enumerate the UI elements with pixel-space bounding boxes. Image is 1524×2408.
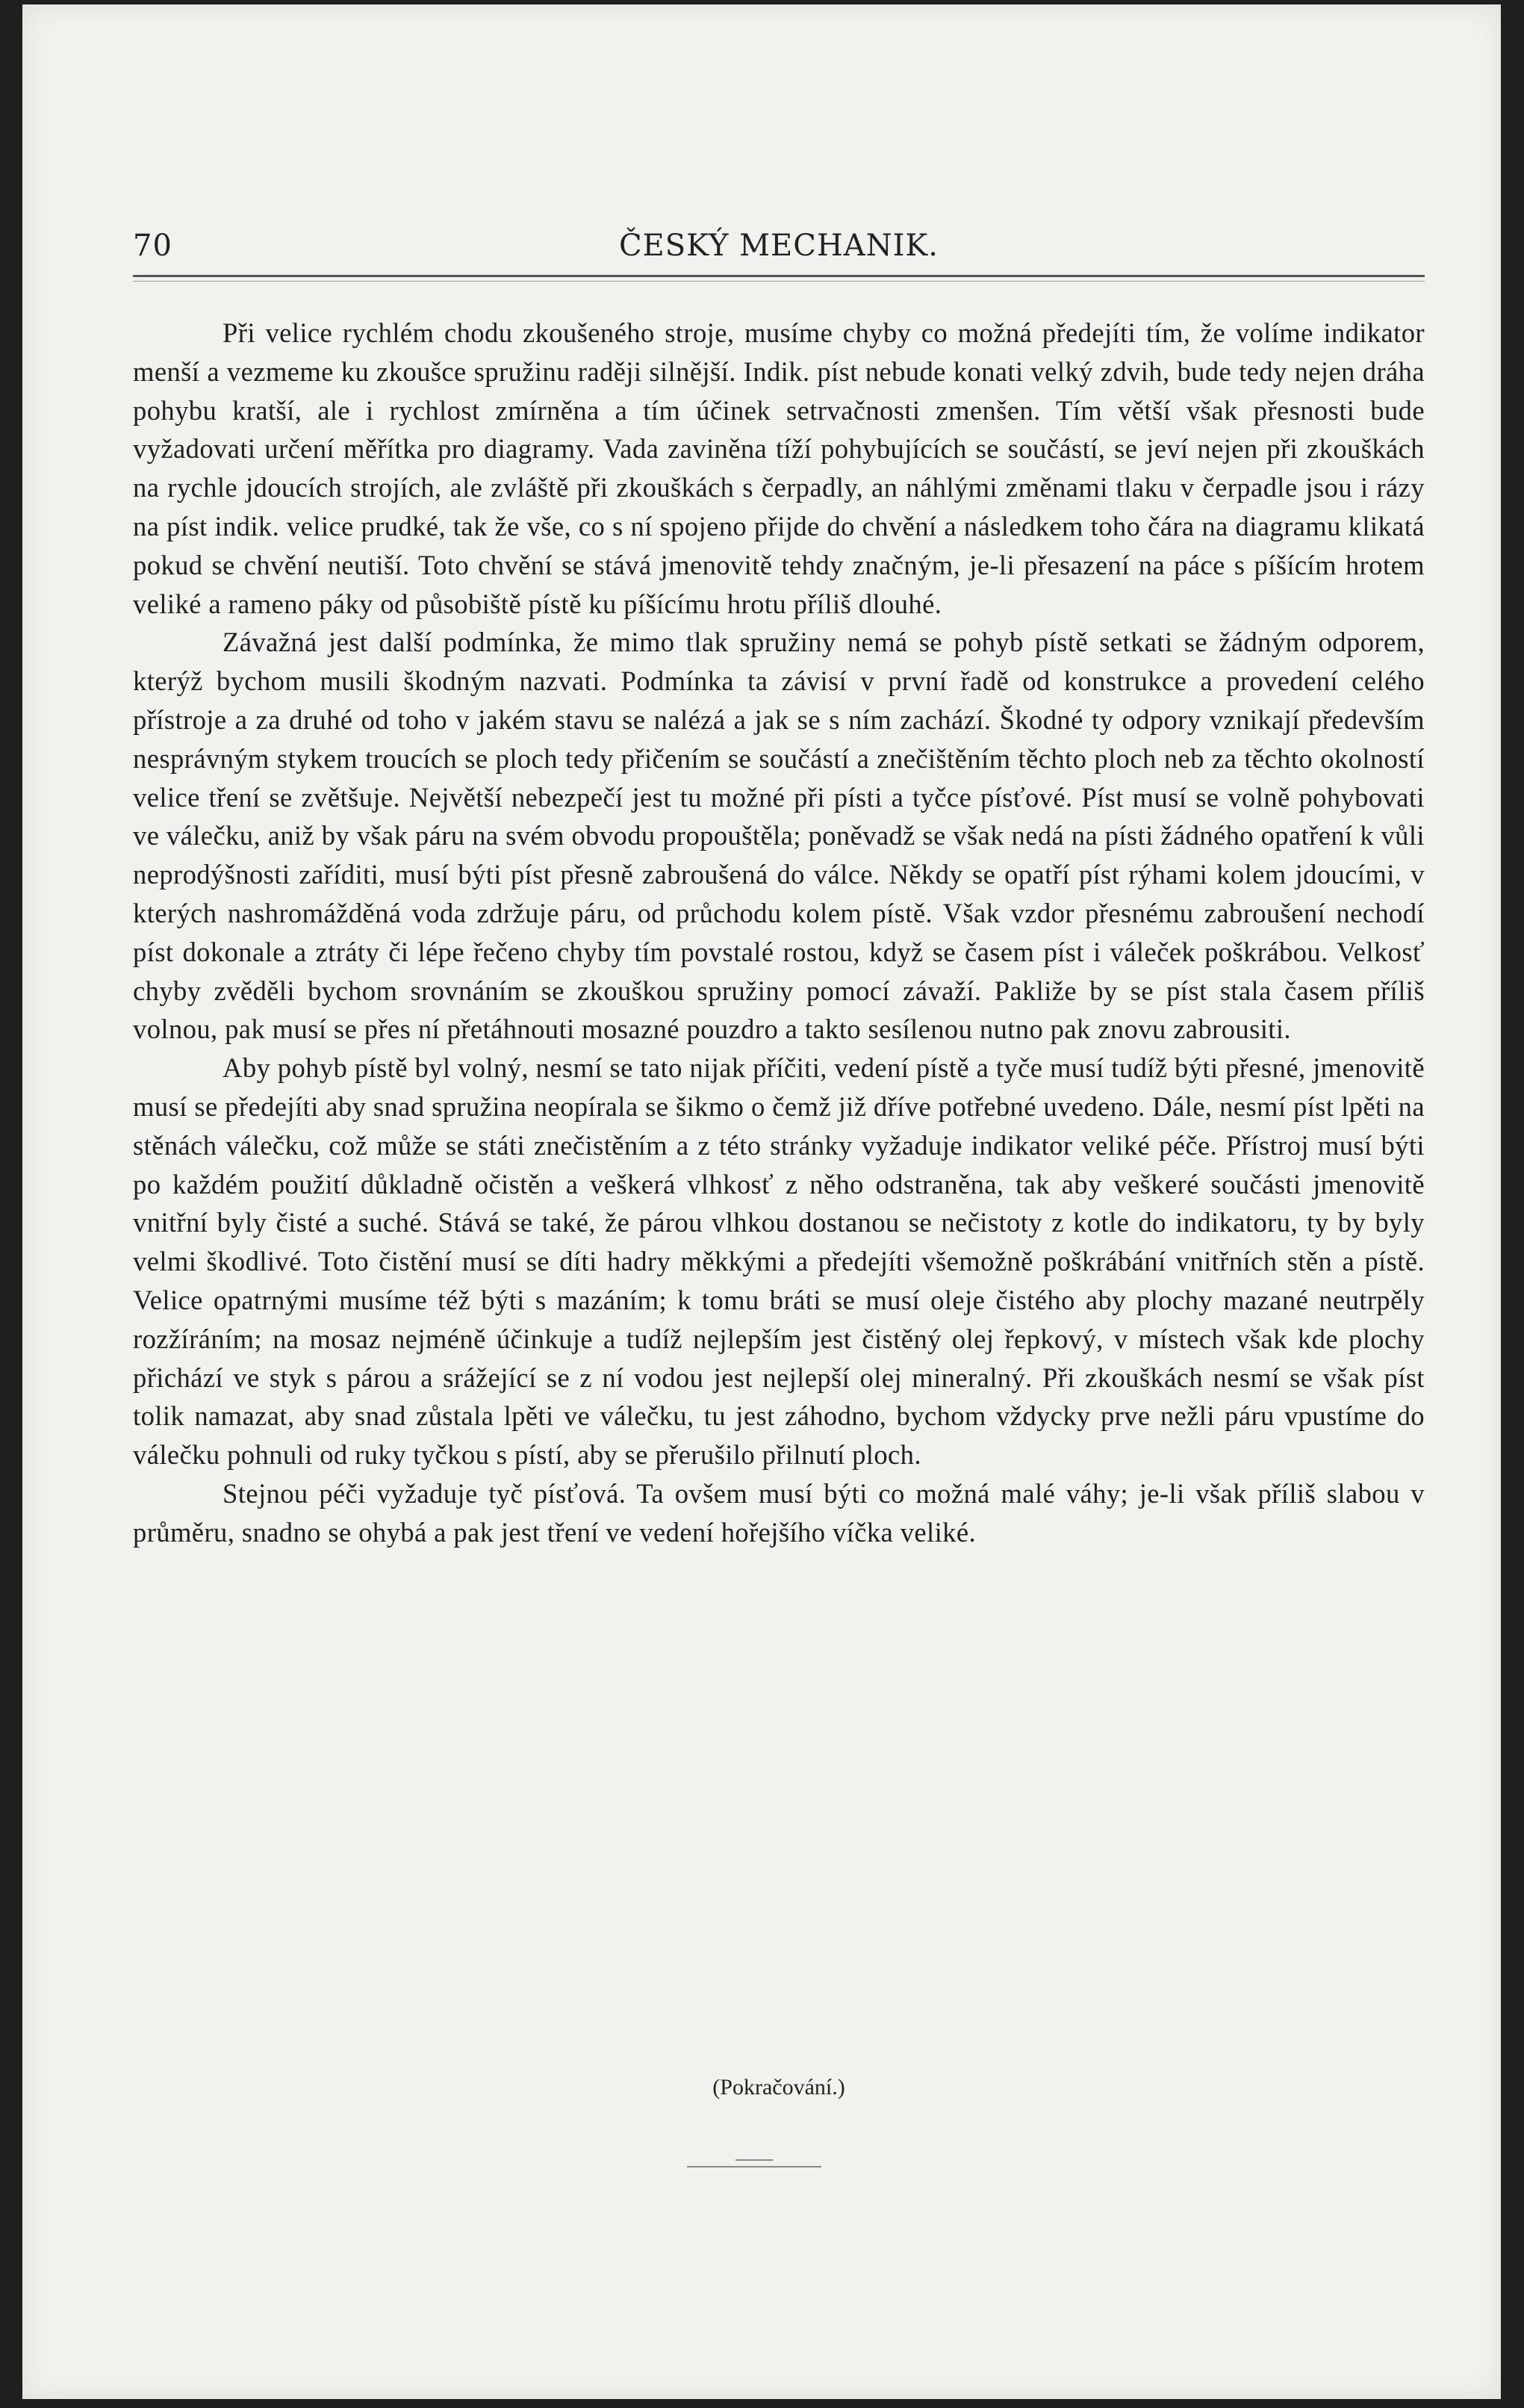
end-ornament-rule-short: [735, 2159, 773, 2161]
header-rule: [133, 275, 1425, 277]
paragraph: Závažná jest další podmínka, že mimo tlak spružiny nemá se pohyb pístě setkati se žádným odporem, kterýž bychom musili škodným nazvati. Podmínka ta závisí v první řadě od konstrukce a provedení celého přístroje a za druhé od toho v jakém stavu se nalézá a jak se s ním zachází. Škodné ty odpory vznikají především nesprávným stykem troucích se ploch tedy přičením se součástí a znečištěním těchto ploch neb za těchto okolností velice tření se zvětšuje. Největší nebezpečí jest tu možné při písti a tyčce písťové. Píst musí se volně pohybovati ve válečku, aniž by však páru na svém obvodu propouštěla; poněvadž se však nedá na písti žádného opatření k vůli neprodýšnosti zaříditi, musí býti píst přesně zabroušená do válce. Někdy se opatří píst rýhami kolem jdoucími, v kterých nashromážděná voda zdržuje páru, od průchodu kolem pístě. Však vzdor přesnému zabroušení nechodí píst dokonale a ztráty či lépe řečeno chyby tím povstalé rostou, když se časem píst i váleček poškrábou. Velkosť chyby zvěděli bychom srovnáním se zkouškou spružiny pomocí závaží. Pakliže by se píst stala časem příliš volnou, pak musí se přes ní přetáhnouti mosazné pouzdro a takto sesílenou nutno pak znovu zabrousiti.: [133, 627, 1425, 1045]
paragraph: Stejnou péči vyžaduje tyč písťová. Ta ovšem musí býti co možná malé váhy; je-li však příliš slabou v průměru, snadno se ohybá a pak jest tření ve vedení hořejšího víčka veliké.: [133, 1477, 1425, 1548]
continuation-note: (Pokračování.): [712, 2075, 845, 2100]
running-title: ČESKÝ MECHANIK.: [618, 229, 939, 263]
header-rule-thin: [133, 281, 1425, 282]
page-number: 70: [133, 229, 172, 263]
paragraph: Při velice rychlém chodu zkoušeného stroje, musíme chyby co možná předejíti tím, že volíme indikator menší a vezmeme ku zkoušce spružinu raději silnější. Indik. píst nebude konati velký zdvih, bude tedy nejen dráha pohybu kratší, ale i rychlost zmírněna a tím účinek setrvačnosti zmenšen. Tím větší však přesnosti bude vyžadovati určení měřítka pro diagramy. Vada zaviněna tíží pohybujících se součástí, se jeví nejen při zkouškách na rychle jdoucích strojích, ale zvláště při zkouškách s čerpadly, an náhlými změnami tlaku v čerpadle jsou i rázy na píst indik. velice prudké, tak že vše, co s ní spojeno přijde do chvění a následkem toho čára na diagramu klikatá pokud se chvění neutiší. Toto chvění se stává jmenovitě tehdy značným, je-li přesazení na páce s píšícím hrotem veliké a rameno páky od působiště pístě ku píšícímu hrotu příliš dlouhé.: [133, 317, 1425, 619]
page-header: [133, 224, 1425, 276]
paragraph: Aby pohyb pístě byl volný, nesmí se tato nijak příčiti, vedení pístě a tyče musí tudíž býti přesné, jmenovitě musí se předejíti aby snad spružina neopírala se šikmo o čemž již dříve potřebné uvedeno. Dále, nesmí píst lpěti na stěnách válečku, což může se státi znečistěním a z této stránky vyžaduje indikator veliké péče. Přístroj musí býti po každém použití důkladně očistěn a veškerá vlhkosť z něho odstraněna, tak aby veškeré součásti jmenovitě vnitřní byly čisté a suché. Stává se také, že párou vlhkou dostanou se nečistoty z kotle do indikatoru, ty by byly velmi škodlivé. Toto čistění musí se díti hadry měkkými a předejíti všemožně poškrábání vnitřních stěn a pístě. Velice opatrnými musíme též býti s mazáním; k tomu bráti se musí oleje čistého aby plochy mazané neutrpěly rozžíráním; na mosaz nejméně účinkuje a tudíž nejlepším jest čistěný olej řepkový, v místech však kde plochy přichází ve styk s párou a srážející se z ní vodou jest nejlepší olej mineralný. Při zkouškách nesmí se však píst tolik namazat, aby snad zůstala lpěti ve válečku, tu jest záhodno, bychom vždycky prve nežli páru vpustíme do válečku pohnuli od ruky tyčkou s pístí, aby se přerušilo přilnutí ploch.: [133, 1052, 1425, 1471]
end-ornament-rule: [687, 2166, 821, 2167]
article-body: [133, 314, 1425, 1552]
